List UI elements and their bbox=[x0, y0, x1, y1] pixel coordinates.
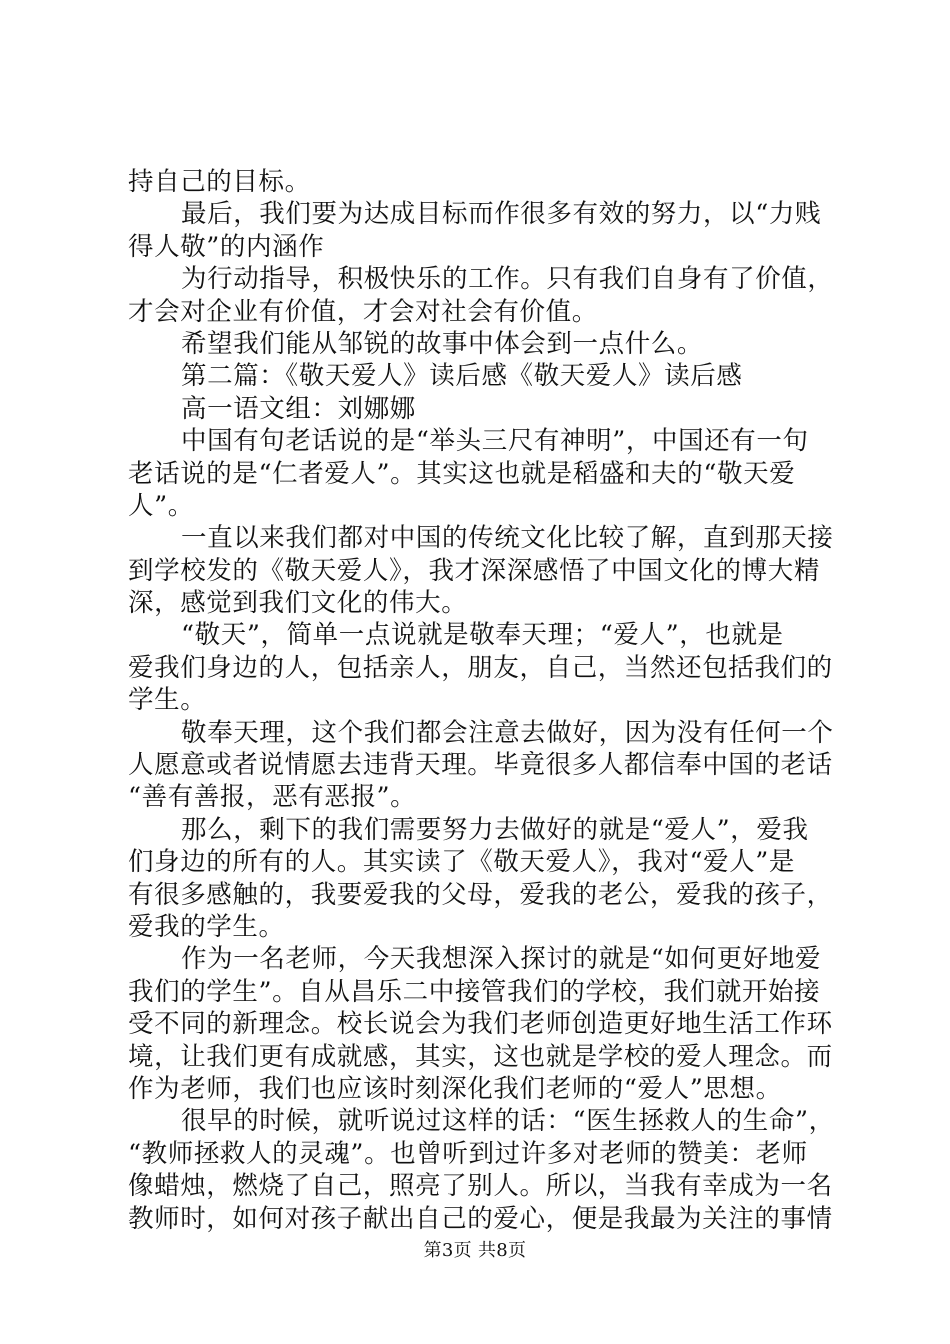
text-line: 第二篇：《敬天爱人》读后感《敬天爱人》读后感 bbox=[181, 361, 743, 392]
text-line: 受不同的新理念。校长说会为我们老师创造更好地生活工作环 bbox=[128, 1009, 833, 1040]
text-line: 深，感觉到我们文化的伟大。 bbox=[128, 588, 468, 619]
text-line: “善有善报，恶有恶报”。 bbox=[128, 782, 417, 813]
page-footer: 第3页 共8页 bbox=[423, 1240, 527, 1261]
text-line: “敬天”，简单一点说就是敬奉天理；“爱人”，也就是 bbox=[181, 620, 784, 651]
text-line: 爱我的学生。 bbox=[128, 911, 285, 942]
text-line: 教师时，如何对孩子献出自己的爱心，便是我最为关注的事情 bbox=[128, 1203, 833, 1234]
text-line: 最后，我们要为达成目标而作很多有效的努力，以“力贱 bbox=[181, 199, 822, 230]
text-line: 我们的学生”。自从昌乐二中接管我们的学校，我们就开始接 bbox=[128, 976, 821, 1007]
text-line: 高一语文组：刘娜娜 bbox=[181, 393, 416, 424]
text-line: 持自己的目标。 bbox=[128, 167, 311, 197]
text-line: 很早的时候，就听说过这样的话：“医生拯救人的生命”， bbox=[181, 1106, 835, 1137]
text-line: 到学校发的《敬天爱人》，我才深深感悟了中国文化的博大精 bbox=[128, 555, 820, 586]
text-line: 一直以来我们都对中国的传统文化比较了解，直到那天接 bbox=[181, 523, 834, 554]
text-line: 人愿意或者说情愿去违背天理。毕竟很多人都信奉中国的老话 bbox=[128, 750, 833, 781]
text-line: 才会对企业有价值，才会对社会有价值。 bbox=[128, 296, 598, 327]
text-line: 希望我们能从邹锐的故事中体会到一点什么。 bbox=[181, 328, 704, 359]
text-line: 得人敬”的内涵作 bbox=[128, 231, 325, 262]
text-line: 作为老师，我们也应该时刻深化我们老师的“爱人”思想。 bbox=[128, 1073, 782, 1104]
text-line: 敬奉天理，这个我们都会注意去做好，因为没有任何一个 bbox=[181, 717, 834, 748]
text-line: 有很多感触的，我要爱我的父母，爱我的老公，爱我的孩子， bbox=[128, 879, 833, 910]
text-line: 为行动指导，积极快乐的工作。只有我们自身有了价值， bbox=[181, 264, 834, 295]
text-line: 学生。 bbox=[128, 685, 207, 716]
text-line: 那么，剩下的我们需要努力去做好的就是“爱人”，爱我 bbox=[181, 814, 809, 845]
document-body bbox=[128, 166, 840, 1235]
text-line: 们身边的所有的人。其实读了《敬天爱人》，我对“爱人”是 bbox=[128, 847, 796, 878]
text-line: 爱我们身边的人，包括亲人，朋友，自己，当然还包括我们的 bbox=[128, 652, 833, 683]
text-line: 人”。 bbox=[128, 490, 194, 521]
text-line: 作为一名老师，今天我想深入探讨的就是“如何更好地爱 bbox=[181, 944, 822, 975]
text-line: 中国有句老话说的是“举头三尺有神明”，中国还有一句 bbox=[181, 426, 809, 457]
text-line: “教师拯救人的灵魂”。也曾听到过许多对老师的赞美：老师 bbox=[128, 1138, 808, 1169]
text-line: 境，让我们更有成就感，其实，这也就是学校的爱人理念。而 bbox=[128, 1041, 833, 1072]
text-line: 老话说的是“仁者爱人”。其实这也就是稻盛和夫的“敬天爱 bbox=[128, 458, 796, 489]
text-line: 像蜡烛，燃烧了自己，照亮了别人。所以，当我有幸成为一名 bbox=[128, 1171, 833, 1202]
